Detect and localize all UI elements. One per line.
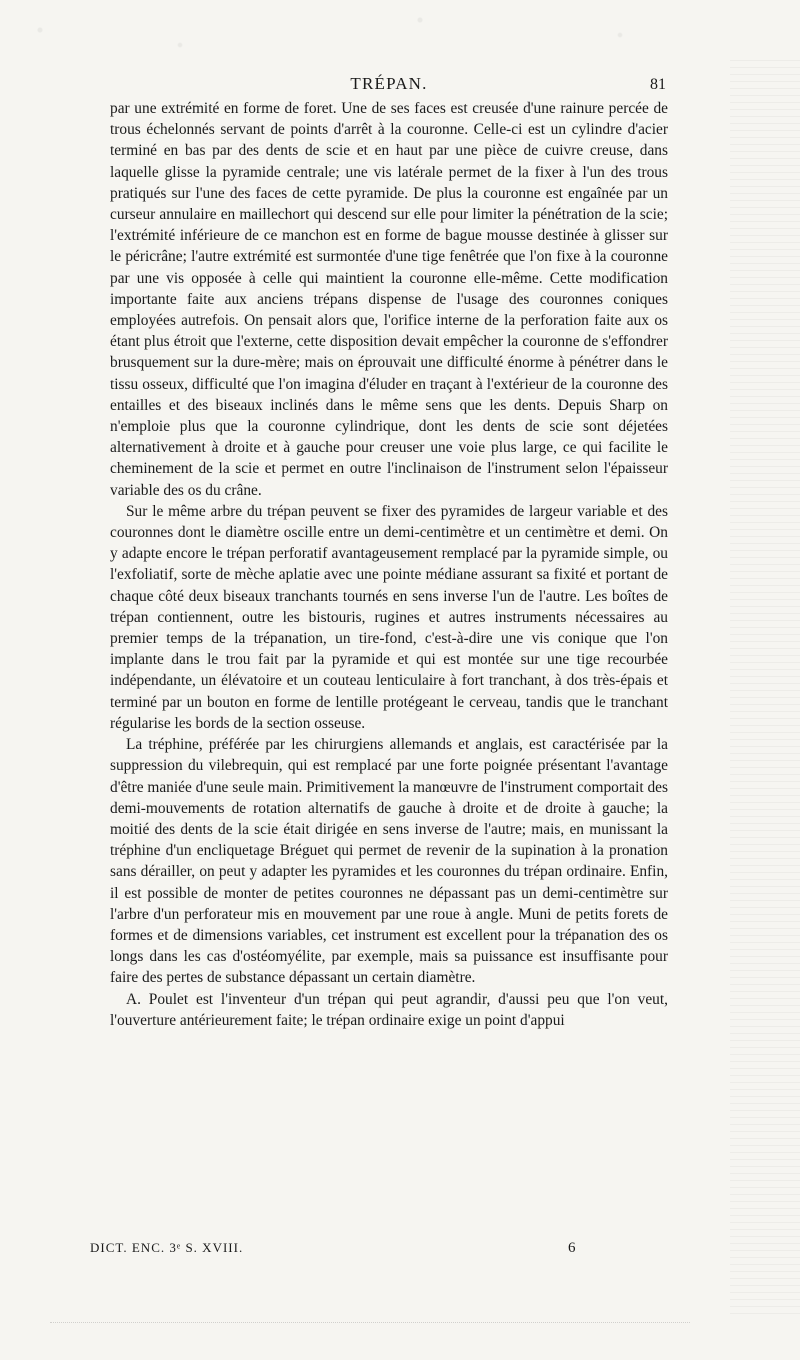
paragraph-3: La tréphine, préférée par les chirurgiens allemands et anglais, est caractérisée par la suppression du vilebrequin, qui est remplacé par une forte poignée présentant l'avantage d'être maniée d'une seule main. Primitivement la manœuvre de l'instrument comportait des demi-mouvements de rotation alternatifs de gauche à droite et de droite à gauche; la moitié des dents de la scie était dirigée en sens inverse de l'autre; mais, en munissant la tréphine d'un encliquetage Bréguet qui permet de revenir de la supination à la pronation sans dérailler, on peut y adapter les pyramides et les couronnes du trépan ordinaire. Enfin, il est possible de monter de petites couronnes ne dépassant pas un demi-centimètre sur l'arbre d'un perforateur mis en mouvement par une roue à angle. Muni de petits forets de formes et de dimensions variables, cet instrument est excellent pour la trépanation des os longs dans les cas d'ostéomyélite, par exemple, mais sa puissance est insuffisante pour faire des pertes de substance dépassant un certain diamètre. [110, 736, 668, 987]
footer-sheet-number: 6 [568, 1240, 576, 1256]
paragraph-4: A. Poulet est l'inventeur d'un trépan qui peut agrandir, d'aussi peu que l'on veut, l'ouverture antérieurement faite; le trépan ordinaire exige un point d'appui [110, 990, 668, 1029]
page-footer [90, 1240, 690, 1270]
running-title: TRÉPAN. [350, 74, 428, 93]
paragraph-1: par une extrémité en forme de foret. Une de ses faces est creusée d'une rainure percée de trous échelonnés servant de points d'arrêt à la couronne. Celle-ci est un cylindre d'acier terminé en bas par des dents de scie et en haut par une pièce de cuivre creuse, dans laquelle glisse la pyramide centrale; une vis latérale permet de la fixer à l'un des trous pratiqués sur l'une des faces de cette pyramide. De plus la couronne est engaînée par un curseur annulaire en maillechort qui descend sur elle pour limiter la pénétration de la scie; l'extrémité inférieure de ce manchon est en forme de bague mousse destinée à glisser sur le péricrâne; l'autre extrémité est surmontée d'une tige fenêtrée que l'on fixe à la couronne par une vis opposée à celle qui maintient la couronne elle-même. Cette modification importante faite aux anciens trépans dispense de l'usage des couronnes coniques employées autrefois. On pensait alors que, l'orifice interne de la perforation faite aux os étant plus étroit que l'externe, cette disposition devait empêcher la couronne de s'effondrer brusquement sur la dure-mère; mais on éprouvait une difficulté énorme à pénétrer dans le tissu osseux, difficulté que l'on imagina d'éluder en traçant à l'extérieur de la couronne des entailles et des biseaux inclinés dans le même sens que les dents. Depuis Sharp on n'emploie plus que la couronne cylindrique, dont les dents de scie sont déjetées alternativement à droite et à gauche pour creuser une voie plus large, ce qui facilite le cheminement de la scie et permet en outre l'inclinaison de l'instrument selon l'épaisseur variable des os du crâne. [110, 100, 668, 499]
scan-noise-top [0, 0, 800, 70]
page-body [110, 70, 668, 1031]
scan-margin-noise [730, 60, 800, 1320]
paragraph-2: Sur le même arbre du trépan peuvent se fixer des pyramides de largeur variable et des couronnes dont le diamètre oscille entre un demi-centimètre et un centimètre et demi. On y adapte encore le trépan perforatif avantageusement remplacé par la pyramide simple, ou l'exfoliatif, sorte de mèche aplatie avec une pointe médiane assurant sa fixité et portant de chaque côté deux biseaux tranchants tournés en sens inverse l'un de l'autre. Les boîtes de trépan contiennent, outre les bistouris, rugines et autres instruments nécessaires au premier temps de la trépanation, un tire-fond, c'est-à-dire une vis conique que l'on implante dans le trou fait par la pyramide et qui est montée sur une tige recourbée indépendante, un élévatoire et un couteau lenticulaire à fort tranchant, à dos très-épais et terminé par un bouton en forme de lentille protégeant le cerveau, tandis que le tranchant régularise les bords de la section osseuse. [110, 502, 668, 732]
page-number: 81 [650, 76, 666, 93]
page-header [110, 70, 668, 98]
footer-signature: DICT. ENC. 3ᵉ S. XVIII. [90, 1240, 244, 1255]
bottom-scan-rule [50, 1322, 690, 1323]
